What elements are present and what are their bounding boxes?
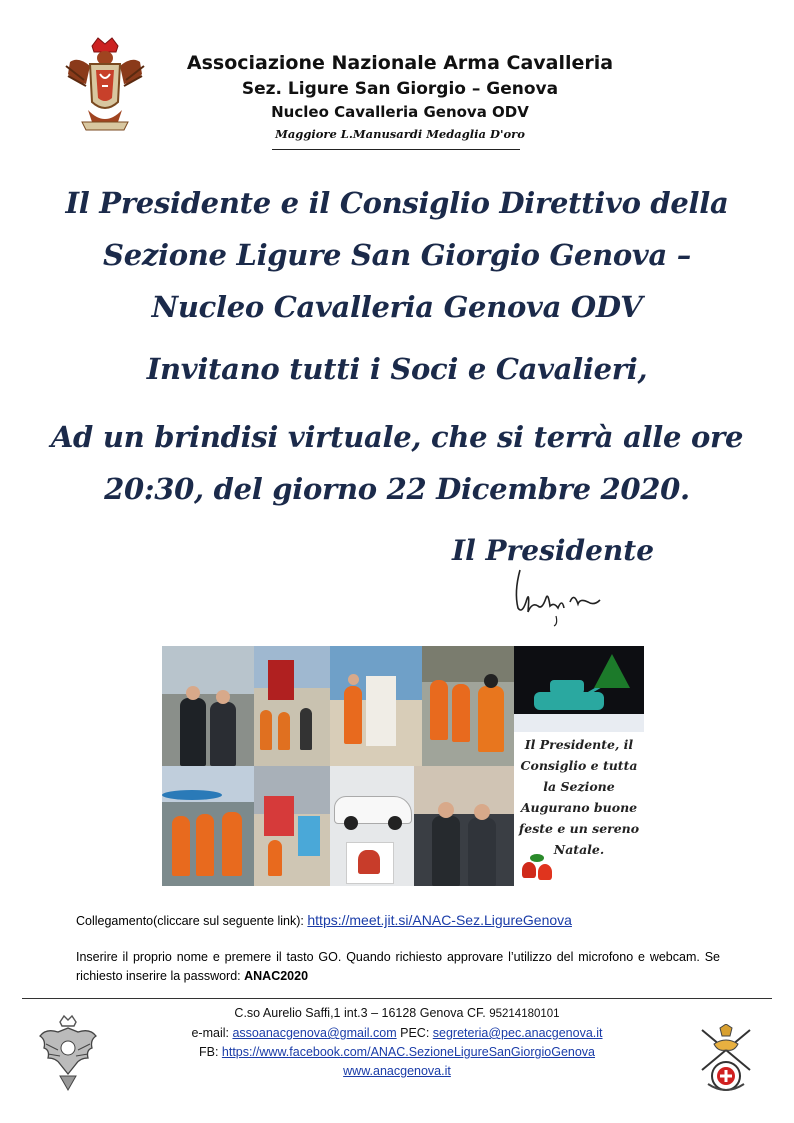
greeting-line-2: Consiglio e tutta xyxy=(520,758,638,773)
meeting-link[interactable]: https://meet.jit.si/ANAC-Sez.LigureGenova xyxy=(307,912,572,928)
footer-pec-link[interactable]: segreteria@pec.anacgenova.it xyxy=(432,1026,603,1040)
footer-contacts xyxy=(0,1026,794,1040)
footer-fb-label: FB: xyxy=(198,1045,222,1059)
footer-divider xyxy=(22,998,772,999)
handwritten-signature xyxy=(508,562,608,628)
invitation-line-5: Ad un brindisi virtuale, che si terrà alle ore xyxy=(50,420,744,454)
collage-photo-members xyxy=(162,646,254,766)
collage-photo-volunteers xyxy=(330,646,422,766)
footer-pec-label: PEC: xyxy=(396,1026,433,1040)
collage-photo-car xyxy=(330,766,414,886)
invitation-line-1: Il Presidente e il Consiglio Direttivo della xyxy=(65,186,729,220)
meeting-link-line xyxy=(76,912,572,928)
footer-facebook-link[interactable]: https://www.facebook.com/ANAC.SezioneLigureSanGiorgioGenova xyxy=(221,1045,596,1059)
header-association-name: Associazione Nazionale Arma Cavalleria xyxy=(186,52,614,74)
instructions-body: Inserire il proprio nome e premere il tasto GO. Quando richiesto approvare l’utilizzo del microfono e webcam. Se richiesto inserire la password: xyxy=(76,950,720,983)
invitation-line-2: Sezione Ligure San Giorgio Genova – xyxy=(103,238,691,272)
greeting-line-4: Augurano buone xyxy=(520,800,638,815)
header-underline xyxy=(272,149,520,150)
collage-photo-market xyxy=(254,766,330,886)
greeting-line-1: Il Presidente, il xyxy=(524,737,634,752)
greeting-line-5: feste e un sereno xyxy=(518,821,640,836)
meeting-password: ANAC2020 xyxy=(244,969,309,983)
footer-email-link[interactable]: assoanacgenova@gmail.com xyxy=(232,1026,397,1040)
header-section-name: Sez. Ligure San Giorgio – Genova xyxy=(241,79,559,99)
instructions-text xyxy=(76,948,720,986)
header-nucleus-name: Nucleo Cavalleria Genova ODV xyxy=(271,103,529,121)
footer-website-link[interactable]: www.anacgenova.it xyxy=(343,1064,451,1078)
collage-photo-parade xyxy=(254,646,330,766)
footer-address xyxy=(0,1006,794,1020)
greeting-line-3: la Sezione xyxy=(543,779,615,794)
header-dedication: Maggiore L.Manusardi Medaglia D'oro xyxy=(275,127,525,141)
footer-cf: 95214180101 xyxy=(489,1008,560,1020)
footer-website xyxy=(0,1064,794,1078)
collage-photo-civil-protection xyxy=(422,646,514,766)
christmas-greeting-card xyxy=(514,732,644,886)
association-crest-logo xyxy=(64,36,146,136)
footer-facebook xyxy=(0,1045,794,1059)
cavalry-insignia-logo xyxy=(694,1024,758,1096)
invitation-line-4: Invitano tutti i Soci e Cavalieri, xyxy=(146,352,648,386)
greeting-line-6: Natale. xyxy=(553,842,605,857)
meeting-link-label: Collegamento(cliccare sul seguente link): xyxy=(76,914,308,928)
footer-email-label: e-mail: xyxy=(191,1026,233,1040)
collage-christmas-tank xyxy=(514,646,644,732)
collage-photo-team xyxy=(162,766,254,886)
collage-photo-ceremony xyxy=(414,766,514,886)
photo-collage xyxy=(162,646,644,886)
invitation-line-3: Nucleo Cavalleria Genova ODV xyxy=(151,290,643,324)
signature-label: Il Presidente xyxy=(452,534,655,567)
invitation-line-6: 20:30, del giorno 22 Dicembre 2020. xyxy=(104,472,690,506)
christmas-bells-icon xyxy=(518,852,558,882)
footer-address-text: C.so Aurelio Saffi,1 int.3 – 16128 Genova CF. xyxy=(234,1006,490,1020)
